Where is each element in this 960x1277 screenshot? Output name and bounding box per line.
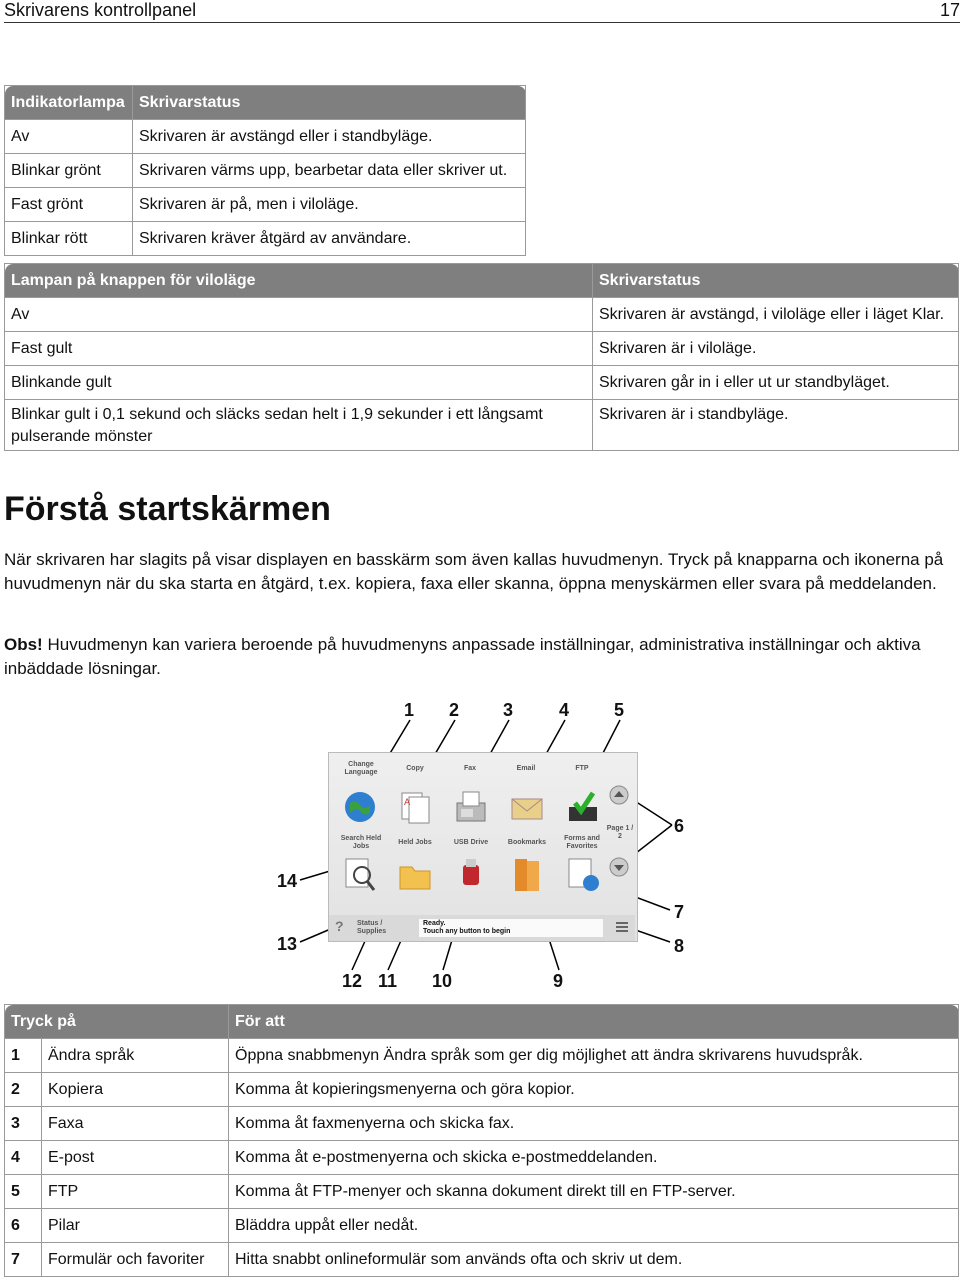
callout-8: 8 [674,936,685,956]
status-bar [329,915,635,941]
status-message [419,919,603,937]
table-cell: Öppna snabbmenyn Ändra språk som ger dig möjlighet att ändra skrivarens huvudspråk. [229,1039,959,1073]
callout-14: 14 [277,871,298,891]
copy-icon[interactable] [399,789,435,825]
table-cell: 7 [5,1243,42,1277]
table-cell: Komma åt FTP-menyer och skanna dokument direkt till en FTP-server. [229,1175,959,1209]
page-indicator: Page 1 / 2 [606,825,634,840]
table-cell: Skrivaren går in i eller ut ur standbyläget. [593,366,959,400]
callout-7: 7 [674,902,685,922]
table-cell: Pilar [42,1209,229,1243]
table-cell: Komma åt e-postmenyerna och skicka e-postmeddelanden. [229,1141,959,1175]
table-cell: 3 [5,1107,42,1141]
table-cell: Skrivaren värms upp, bearbetar data eller skriver ut. [133,154,526,188]
table-cell: FTP [42,1175,229,1209]
table-cell: Hitta snabbt onlineformulär som används ofta och skriv ut dem. [229,1243,959,1277]
table-cell: Bläddra uppåt eller nedåt. [229,1209,959,1243]
table-cell: Skrivaren är på, men i viloläge. [133,188,526,222]
table-header: Skrivarstatus [593,264,959,298]
callout-10: 10 [432,971,453,991]
table-cell: 4 [5,1141,42,1175]
table-cell: Faxa [42,1107,229,1141]
page-header-title: Skrivarens kontrollpanel [4,0,197,20]
note-label: Obs! [4,635,43,654]
fax-label: Fax [463,765,477,772]
callout-6: 6 [674,816,685,836]
held-jobs-label: Held Jobs [398,839,432,846]
arrow-up-icon[interactable] [609,785,629,805]
callout-1: 1 [404,700,415,720]
table-cell: Komma åt faxmenyerna och skicka fax. [229,1107,959,1141]
table-cell: Blinkar gult i 0,1 sekund och släcks sedan helt i 1,9 sekunder i ett långsamt pulserande mönster [5,400,593,451]
table-header: Tryck på [5,1005,229,1039]
table-header: Indikatorlampa [5,86,133,120]
table-cell: 1 [5,1039,42,1073]
search-held-jobs-label: Search Held Jobs [340,835,382,850]
table-cell: Fast grönt [5,188,133,222]
menu-icon[interactable] [615,920,629,934]
callout-13: 13 [277,934,298,954]
table-cell: 2 [5,1073,42,1107]
email-label: Email [516,765,536,772]
table-cell: Av [5,298,593,332]
callout-4: 4 [559,700,570,720]
globe-icon[interactable] [342,789,378,825]
callout-3: 3 [503,700,514,720]
ftp-icon[interactable] [565,789,601,825]
note-text: Huvudmenyn kan variera beroende på huvudmenyns anpassade inställningar, administrativa inställningar och aktiva inbäddade lösningar. [4,635,921,678]
table-cell: Skrivaren är avstängd eller i standbyläge. [133,120,526,154]
fax-icon[interactable] [453,789,489,825]
table-row [5,1243,959,1277]
table-cell: Blinkar grönt [5,154,133,188]
table-cell: Fast gult [5,332,593,366]
held-jobs-icon[interactable] [397,857,433,893]
table-header: Skrivarstatus [133,86,526,120]
usb-drive-icon[interactable] [453,857,489,893]
ftp-label: FTP [575,765,589,772]
copy-label: Copy [406,765,424,772]
table-cell: Blinkar rött [5,222,133,256]
home-screen-illustration [328,752,638,942]
table-row [5,1141,959,1175]
table-row [5,1073,959,1107]
table-cell: 5 [5,1175,42,1209]
forms-and-favorites-label: Forms and Favorites [564,835,600,850]
callout-9: 9 [553,971,564,991]
usb-drive-label: USB Drive [453,839,489,846]
page-number: 17 [939,0,960,20]
section-title: Förstå startskärmen [4,490,331,528]
table-header: Lampan på knappen för viloläge [5,264,593,298]
table-cell: Skrivaren är i standbyläge. [593,400,959,451]
table-header: För att [229,1005,959,1039]
callout-11: 11 [378,971,398,991]
arrow-down-icon[interactable] [609,857,629,877]
intro-paragraph: När skrivaren har slagits på visar displayen en basskärm som även kallas huvudmenyn. Tryck på knapparna och ikonerna på huvudmenyn när du ska starta en åtgärd, t.ex. kopiera, faxa eller skanna, öppna menyskärmen eller svara på meddelanden. [4,550,944,593]
email-icon[interactable] [509,789,545,825]
button-function-table [4,1004,959,1277]
table-cell: Skrivaren kräver åtgärd av användare. [133,222,526,256]
search-held-jobs-icon[interactable] [342,857,378,893]
table-row [5,1175,959,1209]
table-cell: Ändra språk [42,1039,229,1073]
table-cell: E-post [42,1141,229,1175]
table-cell: Skrivaren är avstängd, i viloläge eller i läget Klar. [593,298,959,332]
status-message-line: Touch any button to begin [423,928,511,935]
table-cell: Kopiera [42,1073,229,1107]
svg-text:A: A [404,798,411,808]
status-supplies-button[interactable]: Status / Supplies [357,920,387,935]
callout-2: 2 [449,700,460,720]
table-cell: Skrivaren är i viloläge. [593,332,959,366]
table-row [5,1209,959,1243]
table-row [5,1039,959,1073]
callout-12: 12 [342,971,363,991]
change-language-label: Change Language [344,761,378,776]
table-cell: Av [5,120,133,154]
status-message-line: Ready. [423,920,446,927]
table-cell: Komma åt kopieringsmenyerna och göra kopior. [229,1073,959,1107]
table-cell: Blinkande gult [5,366,593,400]
table-row [5,1107,959,1141]
table-cell: 6 [5,1209,42,1243]
callout-5: 5 [614,700,625,720]
bookmarks-label: Bookmarks [507,839,547,846]
help-icon[interactable]: ? [335,918,344,934]
table-cell: Formulär och favoriter [42,1243,229,1277]
bookmarks-icon[interactable] [509,857,545,893]
forms-and-favorites-icon[interactable] [565,857,601,893]
